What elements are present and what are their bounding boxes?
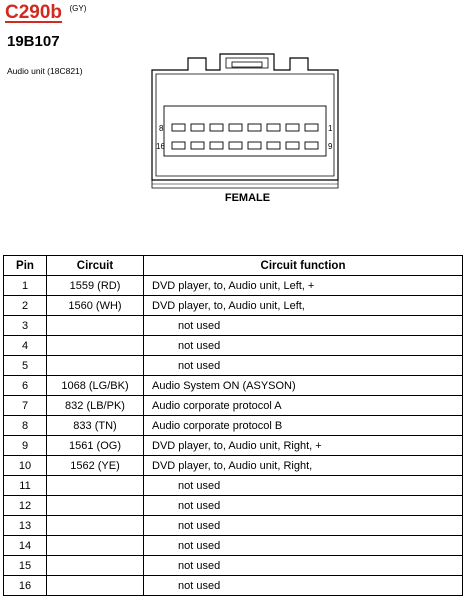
circuit-cell: 1559 (RD) [47, 276, 144, 296]
function-column-header: Circuit function [144, 256, 463, 276]
pin-slot [191, 142, 204, 149]
pin-label-16: 16 [156, 142, 165, 151]
function-cell: DVD player, to, Audio unit, Right, + [144, 436, 463, 456]
pin-slot [248, 142, 261, 149]
function-cell: DVD player, to, Audio unit, Left, [144, 296, 463, 316]
circuit-cell [47, 576, 144, 596]
table-row [4, 376, 463, 396]
pin-cell: 8 [4, 416, 47, 436]
pin-cell: 15 [4, 556, 47, 576]
function-cell: DVD player, to, Audio unit, Right, [144, 456, 463, 476]
table-row [4, 476, 463, 496]
pin-slot [267, 124, 280, 131]
table-row [4, 356, 463, 376]
function-cell: not used [144, 556, 463, 576]
circuit-cell [47, 336, 144, 356]
function-cell: Audio System ON (ASYSON) [144, 376, 463, 396]
table-row [4, 456, 463, 476]
pin-slot [210, 124, 223, 131]
pin-slot [172, 124, 185, 131]
circuit-cell [47, 356, 144, 376]
part-number: 19B107 [7, 33, 60, 50]
connector-diagram [150, 52, 340, 192]
function-cell: not used [144, 476, 463, 496]
pin-cell: 10 [4, 456, 47, 476]
pin-slot [229, 124, 242, 131]
circuit-cell: 832 (LB/PK) [47, 396, 144, 416]
pin-label-9: 9 [328, 142, 333, 151]
function-cell: Audio corporate protocol B [144, 416, 463, 436]
pin-slot [210, 142, 223, 149]
pin-slot [286, 124, 299, 131]
table-row [4, 276, 463, 296]
function-cell: not used [144, 356, 463, 376]
pin-slot [305, 142, 318, 149]
pin-cell: 16 [4, 576, 47, 596]
circuit-cell [47, 556, 144, 576]
pin-slot [248, 124, 261, 131]
function-cell: not used [144, 576, 463, 596]
pin-slot [286, 142, 299, 149]
connector-title [5, 2, 86, 24]
pin-cell: 2 [4, 296, 47, 316]
pin-cell: 12 [4, 496, 47, 516]
pin-cell: 13 [4, 516, 47, 536]
function-cell: DVD player, to, Audio unit, Left, + [144, 276, 463, 296]
table-row [4, 516, 463, 536]
circuit-cell: 1562 (YE) [47, 456, 144, 476]
function-cell: not used [144, 316, 463, 336]
circuit-column-header: Circuit [47, 256, 144, 276]
circuit-cell [47, 316, 144, 336]
pin-label-1: 1 [328, 124, 333, 133]
pin-cell: 5 [4, 356, 47, 376]
pin-slot [305, 124, 318, 131]
circuit-cell: 1560 (WH) [47, 296, 144, 316]
housing-outline [152, 54, 338, 180]
table-row [4, 296, 463, 316]
pin-cell: 6 [4, 376, 47, 396]
table-row [4, 576, 463, 596]
pin-slot [191, 124, 204, 131]
function-cell: not used [144, 516, 463, 536]
table-row [4, 536, 463, 556]
pin-cell: 1 [4, 276, 47, 296]
connector-gender: FEMALE [224, 192, 271, 204]
function-cell: not used [144, 496, 463, 516]
table-row [4, 436, 463, 456]
circuit-cell: 833 (TN) [47, 416, 144, 436]
table-row [4, 336, 463, 356]
pin-slot [172, 142, 185, 149]
table-header-row [4, 256, 463, 276]
table-row [4, 556, 463, 576]
function-cell: not used [144, 536, 463, 556]
function-cell: Audio corporate protocol A [144, 396, 463, 416]
pin-cell: 4 [4, 336, 47, 356]
table-row [4, 396, 463, 416]
unit-label: Audio unit (18C821) [7, 66, 83, 76]
circuit-cell: 1068 (LG/BK) [47, 376, 144, 396]
circuit-cell [47, 536, 144, 556]
pin-cell: 11 [4, 476, 47, 496]
circuit-cell: 1561 (OG) [47, 436, 144, 456]
pin-label-8: 8 [159, 124, 164, 133]
pin-slot [229, 142, 242, 149]
pin-slot [267, 142, 280, 149]
circuit-cell [47, 496, 144, 516]
connector-color: (GY) [69, 4, 87, 13]
circuit-cell [47, 516, 144, 536]
pin-column-header: Pin [4, 256, 47, 276]
circuit-cell [47, 476, 144, 496]
table-row [4, 316, 463, 336]
function-cell: not used [144, 336, 463, 356]
table-row [4, 416, 463, 436]
table-row [4, 496, 463, 516]
connector-code: C290b [5, 2, 63, 23]
pin-cell: 3 [4, 316, 47, 336]
pin-cell: 7 [4, 396, 47, 416]
pin-cell: 14 [4, 536, 47, 556]
pin-cell: 9 [4, 436, 47, 456]
pinout-table [3, 255, 463, 596]
